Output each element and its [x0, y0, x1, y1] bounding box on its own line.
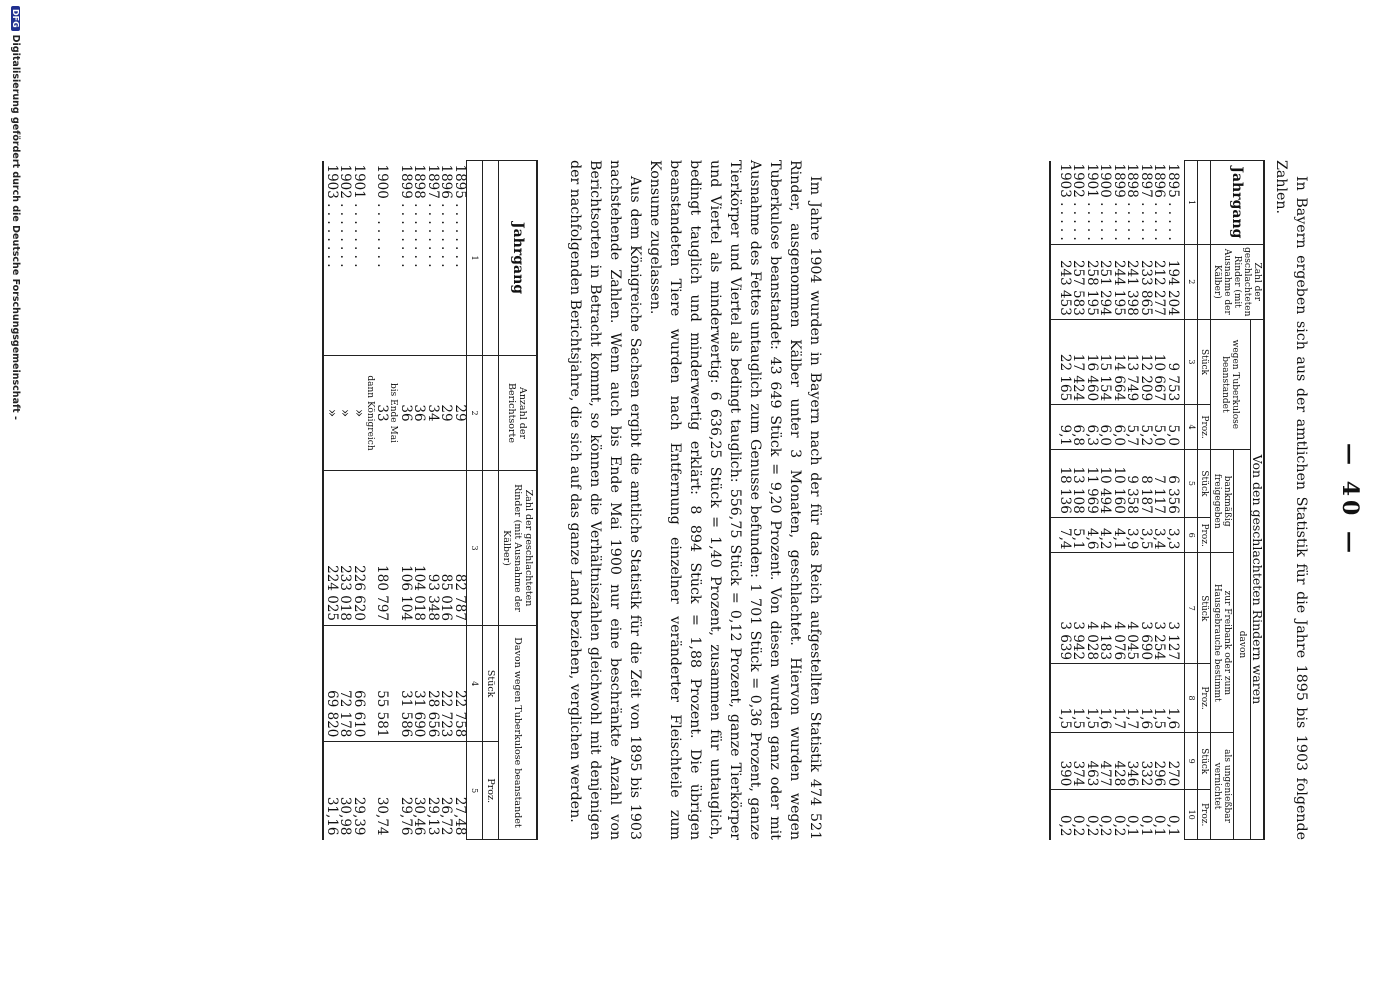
- table-row: [426, 161, 440, 840]
- t2-cell-total: 224 025: [324, 471, 339, 626]
- t1-cell-tbp: 5,7: [1125, 405, 1139, 450]
- t1-cell-unfitp: 0,1: [1166, 790, 1185, 840]
- t1-colnum: 6: [1185, 517, 1198, 553]
- t2-tb-header: Davon wegen Tuberkulose beanstandet: [499, 626, 538, 840]
- t1-cell-unfit: 332: [1139, 733, 1153, 790]
- t1-colnum: 1: [1185, 161, 1198, 245]
- t1-cell-total: 194 204: [1166, 244, 1185, 319]
- t1-cell-free: 9 358: [1125, 450, 1139, 518]
- t2-cell-year: 1900 . . . . . . . .: [374, 164, 391, 268]
- t1-cell-tb: 9 753: [1166, 319, 1185, 404]
- t1-cell-freep: 3,5: [1139, 517, 1153, 553]
- t2-cell-tbp: 29,76: [399, 742, 413, 840]
- t1-cell-cond: 4 076: [1112, 553, 1126, 664]
- t1-colnum: 9: [1185, 733, 1198, 790]
- t1-cell-tb: 15 154: [1098, 319, 1112, 404]
- t2-cell-total: 226 620: [352, 471, 366, 626]
- t1-cell-unfitp: 0,1: [1139, 790, 1153, 840]
- t1-cond-header: zur Freibank oder zum Hausgebrauche bestimmt: [1211, 553, 1234, 733]
- t1-cell-free: 7 117: [1152, 450, 1166, 518]
- body-text: [565, 160, 825, 840]
- t1-cell-unfit: 346: [1125, 733, 1139, 790]
- t2-cell-tbp: 31,16: [324, 742, 339, 840]
- saxony-table: [323, 160, 539, 840]
- body-paragraph: [645, 160, 825, 840]
- t2-cell-tb: 69 820: [324, 626, 339, 742]
- t2-places-header: Anzahl der Berichtsorte: [499, 356, 538, 471]
- t1-unit: Stück: [1198, 553, 1211, 664]
- t1-cell-year: 1899 . . . . .: [1111, 163, 1127, 241]
- t2-cell-year: 1898 . . . . . . . .: [411, 164, 428, 268]
- t1-group-header: Von den geschlachteten Rindern waren: [1251, 319, 1265, 839]
- t2-colnum: 4: [467, 626, 483, 742]
- t1-cell-total: 257 583: [1071, 244, 1085, 319]
- t1-cell-unfitp: 0,2: [1051, 790, 1072, 840]
- t1-unit: Proz.: [1198, 664, 1211, 733]
- t1-cell-freep: 5,1: [1071, 517, 1085, 553]
- t1-cell-free: 13 108: [1071, 450, 1085, 518]
- t1-unit: Proz.: [1198, 405, 1211, 450]
- t1-davon-header: davon: [1234, 450, 1251, 840]
- t2-cell-places: 36: [399, 356, 413, 471]
- t1-colnum: 10: [1185, 790, 1198, 840]
- table-row: [1112, 161, 1126, 840]
- t1-cell-year: 1900 . . . . .: [1097, 163, 1114, 241]
- t2-cell-year: 1896 . . . . . . . .: [438, 164, 455, 268]
- table-row: [375, 161, 389, 840]
- t2-cell-tbp: 30,98: [338, 742, 352, 840]
- t2-cell-tbp: 30,46: [412, 742, 426, 840]
- t1-cell-cond: 3 942: [1071, 553, 1085, 664]
- table-row: [1071, 161, 1085, 840]
- t1-cell-tbp: 9,1: [1051, 405, 1072, 450]
- t1-cell-condp: 1,5: [1085, 664, 1099, 733]
- table-row: [439, 161, 453, 840]
- t1-cell-unfitp: 0,1: [1125, 790, 1139, 840]
- t1-cell-tb: 14 664: [1112, 319, 1126, 404]
- t1-cell-tb: 16 460: [1085, 319, 1099, 404]
- t2-cell-total: 106 104: [399, 471, 413, 626]
- t1-cell-condp: 1,6: [1166, 664, 1185, 733]
- t1-colnum: 3: [1185, 319, 1198, 404]
- t1-cell-unfitp: 0,2: [1085, 790, 1099, 840]
- table-row: [412, 161, 426, 840]
- t1-cell-total: 251 294: [1098, 244, 1112, 319]
- t1-cell-year: 1895 . . . . .: [1165, 163, 1181, 241]
- t2-cell-tbp: 30,74: [375, 742, 389, 840]
- t1-tb-header: wegen Tuberkulose beanstandet: [1211, 319, 1251, 449]
- t1-cell-tb: 17 424: [1071, 319, 1085, 404]
- t1-cell-free: 10 494: [1098, 450, 1112, 518]
- t2-cell-year: 1901 . . . . . . . .: [351, 164, 367, 268]
- t1-cell-unfit: 270: [1166, 733, 1185, 790]
- t1-cell-unfitp: 0,2: [1071, 790, 1085, 840]
- t1-cell-tbp: 5,2: [1139, 405, 1153, 450]
- t1-cell-total: 243 453: [1051, 244, 1072, 319]
- t2-cell-tb: 72 178: [338, 626, 352, 742]
- table-row: [1125, 161, 1139, 840]
- dfg-logo: DFG: [11, 6, 20, 31]
- t1-cell-free: 10 160: [1112, 450, 1126, 518]
- t1-cell-unfitp: 0,2: [1098, 790, 1112, 840]
- t1-cell-free: 8 187: [1139, 450, 1153, 518]
- t1-cell-unfit: 477: [1098, 733, 1112, 790]
- t2-cell-places: 33: [375, 356, 389, 471]
- t1-cell-cond: 3 127: [1166, 553, 1185, 664]
- t1-cell-free: 6 356: [1166, 450, 1185, 518]
- t1-cell-condp: 1,5: [1152, 664, 1166, 733]
- bavaria-table: [1050, 160, 1266, 840]
- t2-cell-places: 29: [439, 356, 453, 471]
- t2-cell-places: 36: [412, 356, 426, 471]
- t2-cell-tbp: 26,72: [439, 742, 453, 840]
- t1-cell-total: 212 277: [1152, 244, 1166, 319]
- page-number: — 40 —: [1337, 443, 1363, 557]
- t1-unit: Proz.: [1198, 517, 1211, 553]
- t1-cell-tbp: 5,0: [1166, 405, 1185, 450]
- t2-cell-total: 82 787: [453, 471, 467, 626]
- t2-cell-tbp: 29,13: [426, 742, 440, 840]
- t2-cell-year: 1895 . . . . . . . .: [452, 164, 468, 268]
- t1-cell-tbp: 6,3: [1085, 405, 1099, 450]
- t2-cell-total: 104 018: [412, 471, 426, 626]
- body-paragraph-text: Im Jahre 1904 wurden in Bayern nach der für das Reich aufgestellten Statistik 474 521 Rinder, ausgenommen Kälber unter 3 Monaten, geschlachtet. Hiervon wurden wegen Tuberkulose beanstandet: 43 649 Stück = 9,20 Prozent. Von diesen wurden ganz oder mit Ausnahme des Fettes untauglich zum Genusse befunden: 1 701 Stück = 0,36 Prozent, ganze Tierkörper und Viertel als bedingt tauglich: 556,75 Stück = 0,12 Prozent, ganze Tierkörper und Viertel als minderwertig: 6 636,25 Stück = 1,40 Prozent, zusammen für untauglich, bedingt tauglich und minderwertig erklärt: 8 894 Stück = 1,88 Prozent. Die übrigen beanstandeten Tiere wurden nach Entfernung einzelner veränderter Fleischteile zum Konsume zugelassen.: [647, 160, 823, 840]
- t1-cell-year: 1898 . . . . .: [1124, 163, 1141, 241]
- t1-cell-total: 258 195: [1085, 244, 1099, 319]
- t1-cell-total: 241 398: [1125, 244, 1139, 319]
- t2-cell-tb: 28 656: [426, 626, 440, 742]
- t2-cell-tb: 31 690: [412, 626, 426, 742]
- table-row: [1152, 161, 1166, 840]
- t2-cell-tbp: 27,48: [453, 742, 467, 840]
- t2-slaughtered-header: Zahl der geschlachteten Rinder (mit Ausnahme der Kälber): [499, 471, 538, 626]
- table-row: [1085, 161, 1099, 840]
- t1-cell-cond: 3 690: [1139, 553, 1153, 664]
- table-row: [1139, 161, 1153, 840]
- t1-cell-year: 1897 . . . . .: [1138, 163, 1154, 241]
- t2-cell-tb: 31 586: [399, 626, 413, 742]
- t1-cell-unfitp: 0,1: [1152, 790, 1166, 840]
- t1-cell-unfit: 296: [1152, 733, 1166, 790]
- t2-colnum: 2: [467, 356, 483, 471]
- t2-cell-total: 85 016: [439, 471, 453, 626]
- t1-cell-year: 1902 . . . . .: [1070, 163, 1087, 241]
- t1-cell-freep: 4,1: [1112, 517, 1126, 553]
- t2-note: dann Königreich: [365, 356, 375, 471]
- t1-cell-cond: 4 183: [1098, 553, 1112, 664]
- t2-note: bis Ende Mai: [389, 356, 399, 471]
- t1-cell-total: 233 865: [1139, 244, 1153, 319]
- t1-cell-freep: 7,4: [1051, 517, 1072, 553]
- t2-cell-tb: 55 581: [375, 626, 389, 742]
- t1-cell-cond: 4 045: [1125, 553, 1139, 664]
- t1-cell-condp: 1,6: [1098, 664, 1112, 733]
- t2-cell-tbp: 29,39: [352, 742, 366, 840]
- t1-cell-cond: 4 028: [1085, 553, 1099, 664]
- t2-cell-year: 1899 . . . . . . . .: [398, 164, 414, 268]
- t2-colnum: 5: [467, 742, 483, 840]
- table-row: [338, 161, 352, 840]
- t1-cell-condp: 1,5: [1071, 664, 1085, 733]
- intro-paragraph: [1271, 160, 1311, 840]
- t1-colnum: 5: [1185, 450, 1198, 518]
- t1-cell-condp: 1,7: [1125, 664, 1139, 733]
- t1-cell-freep: 3,4: [1152, 517, 1166, 553]
- t2-cell-total: 180 797: [375, 471, 389, 626]
- t2-cell-total: 233 018: [338, 471, 352, 626]
- t1-cell-tbp: 6,8: [1071, 405, 1085, 450]
- t2-cell-year: 1897 . . . . . . . .: [425, 164, 441, 268]
- t1-year-header: Jahrgang: [1211, 161, 1265, 245]
- table-row: [453, 161, 467, 840]
- body-paragraph: [565, 160, 645, 840]
- t2-unit: Stück: [483, 626, 499, 742]
- t2-cell-year: 1902 . . . . . . . .: [337, 164, 354, 268]
- t1-cell-year: 1903 . . . . .: [1057, 163, 1073, 241]
- table-row: [1098, 161, 1112, 840]
- t1-cell-condp: 1,6: [1139, 664, 1153, 733]
- t1-cell-condp: 1,5: [1051, 664, 1072, 733]
- t1-cell-year: 1901 . . . . .: [1084, 163, 1100, 241]
- t1-unfit-header: als ungenießbar vernichtet: [1211, 733, 1234, 840]
- t1-colnum: 2: [1185, 244, 1198, 319]
- t1-cell-tbp: 5,0: [1152, 405, 1166, 450]
- footer-text: Digitalisierung gefördert durch die Deutsche Forschungsgemeinschaft -: [10, 34, 21, 420]
- t2-cell-places: »: [352, 356, 366, 471]
- t1-cell-freep: 3,3: [1166, 517, 1185, 553]
- t1-cell-year: 1896 . . . . .: [1151, 163, 1168, 241]
- footer-credit: [10, 0, 21, 1006]
- t1-cell-cond: 3 254: [1152, 553, 1166, 664]
- t2-cell-places: »: [324, 356, 339, 471]
- t1-cell-tb: 22 165: [1051, 319, 1072, 404]
- t1-colnum: 4: [1185, 405, 1198, 450]
- table-row: [352, 161, 366, 840]
- t1-cell-tbp: 6,0: [1112, 405, 1126, 450]
- table-row: [324, 161, 339, 840]
- t1-unit: Stück: [1198, 733, 1211, 790]
- t1-unit: Stück: [1198, 319, 1211, 404]
- t1-cell-tbp: 6,0: [1098, 405, 1112, 450]
- t1-cell-condp: 1,7: [1112, 664, 1126, 733]
- t2-colnum: 1: [467, 161, 483, 356]
- t1-cell-unfit: 428: [1112, 733, 1126, 790]
- t2-cell-places: »: [338, 356, 352, 471]
- t1-cell-freep: 4,6: [1085, 517, 1099, 553]
- t2-cell-year: 1903 . . . . . . . .: [324, 164, 340, 268]
- t1-cell-free: 18 136: [1051, 450, 1072, 518]
- t1-cell-free: 11 969: [1085, 450, 1099, 518]
- t2-cell-tb: 22 723: [439, 626, 453, 742]
- t1-cell-cond: 3 639: [1051, 553, 1072, 664]
- t1-cell-freep: 3,9: [1125, 517, 1139, 553]
- table-row: [1166, 161, 1185, 840]
- t2-cell-total: 93 348: [426, 471, 440, 626]
- t2-unit: Proz.: [483, 742, 499, 840]
- t1-unit: Stück: [1198, 450, 1211, 518]
- t1-cell-total: 244 195: [1112, 244, 1126, 319]
- t2-cell-places: 34: [426, 356, 440, 471]
- table-row: [1051, 161, 1072, 840]
- t2-cell-tb: 66 610: [352, 626, 366, 742]
- t1-unit: Proz.: [1198, 790, 1211, 840]
- t1-cell-unfitp: 0,2: [1112, 790, 1126, 840]
- t1-cell-tb: 10 667: [1152, 319, 1166, 404]
- t2-colnum: 3: [467, 471, 483, 626]
- t1-cell-freep: 4,2: [1098, 517, 1112, 553]
- body-paragraph-text: Aus dem Königreiche Sachsen ergibt die amtliche Statistik für die Zeit von 1895 bis 1903 nachstehende Zahlen. Wenn auch bis Ende Mai 1900 nur eine beschränkte Anzahl von Berichtsorten in Betracht kommt, so können die Verhältniszahlen gleichwohl mit denjenigen der nachfolgenden Berichtsjahre, die sich auf das ganze Land beziehen, verglichen werden.: [567, 160, 643, 840]
- t1-cell-unfit: 463: [1085, 733, 1099, 790]
- table-row: [399, 161, 413, 840]
- intro-text: In Bayern ergeben sich aus der amtlichen Statistik für die Jahre 1895 bis 1903 folgende Zahlen.: [1273, 160, 1309, 840]
- t1-colnum: 8: [1185, 664, 1198, 733]
- t1-cell-tb: 13 749: [1125, 319, 1139, 404]
- t1-cell-unfit: 374: [1071, 733, 1085, 790]
- t1-cell-tb: 12 209: [1139, 319, 1153, 404]
- t1-cell-unfit: 390: [1051, 733, 1072, 790]
- t2-year-header: Jahrgang: [499, 161, 538, 356]
- t1-colnum: 7: [1185, 553, 1198, 664]
- t1-slaughtered-header: Zahl der geschlachteten Rinder (mit Ausnahme der Kälber): [1211, 244, 1265, 319]
- t1-free-header: bankmäßig freigegeben: [1211, 450, 1234, 553]
- t2-cell-tb: 22 758: [453, 626, 467, 742]
- t2-cell-places: 29: [453, 356, 467, 471]
